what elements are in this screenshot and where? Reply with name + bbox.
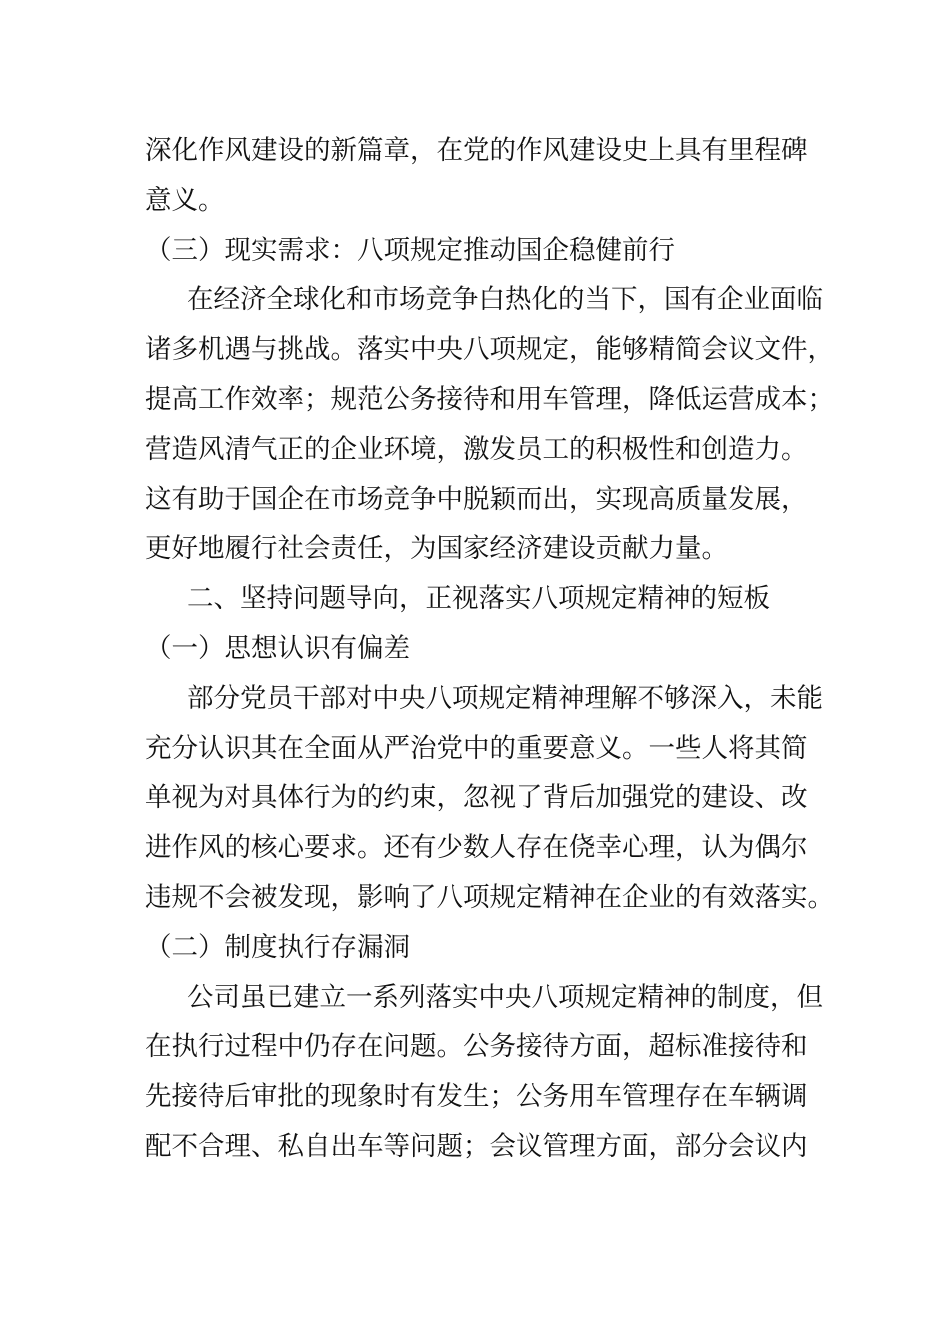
text-line: 违规不会被发现，影响了八项规定精神在企业的有效落实。 [145,881,834,913]
paragraph-body [145,674,834,923]
paragraph-body [145,973,823,1172]
paragraph-continued [145,126,810,226]
subheading-text: （三）现实需求：八项规定推动国企稳健前行 [145,234,675,266]
paragraph-body [145,275,834,574]
text-line: 先接待后审批的现象时有发生；公务用车管理存在车辆调 [145,1081,808,1113]
text-line: 在执行过程中仍存在问题。公务接待方面，超标准接待和 [145,1031,808,1063]
text-line: 配不合理、私自出车等问题；会议管理方面，部分会议内 [145,1130,808,1162]
subheading-text: （二）制度执行存漏洞 [145,931,410,963]
text-line: 深化作风建设的新篇章，在党的作风建设史上具有里程碑 [145,135,808,166]
heading-text: 二、坚持问题导向，正视落实八项规定精神的短板 [187,583,770,615]
text-line: 更好地履行社会责任，为国家经济建设贡献力量。 [145,533,728,565]
subheading-realistic-demand [145,226,810,276]
text-line: 部分党员干部对中央八项规定精神理解不够深入，未能 [187,682,823,714]
subheading-system-execution [145,923,810,973]
document-body [145,126,834,1172]
text-line: 意义。 [145,184,225,216]
text-line: 诸多机遇与挑战。落实中央八项规定，能够精简会议文件， [145,334,834,366]
section-heading-two [145,574,810,624]
text-line: 公司虽已建立一系列落实中央八项规定精神的制度，但 [187,981,823,1013]
text-line: 在经济全球化和市场竞争白热化的当下，国有企业面临 [187,284,823,316]
text-line: 充分认识其在全面从严治党中的重要意义。一些人将其简 [145,732,808,764]
text-line: 进作风的核心要求。还有少数人存在侥幸心理，认为偶尔 [145,832,808,864]
text-line: 这有助于国企在市场竞争中脱颖而出，实现高质量发展， [145,483,808,515]
text-line: 单视为对具体行为的约束，忽视了背后加强党的建设、改 [145,782,808,814]
text-line: 营造风清气正的企业环境，激发员工的积极性和创造力。 [145,433,808,465]
text-line: 提高工作效率；规范公务接待和用车管理，降低运营成本； [145,383,834,415]
subheading-awareness [145,624,810,674]
subheading-text: （一）思想认识有偏差 [145,632,410,664]
